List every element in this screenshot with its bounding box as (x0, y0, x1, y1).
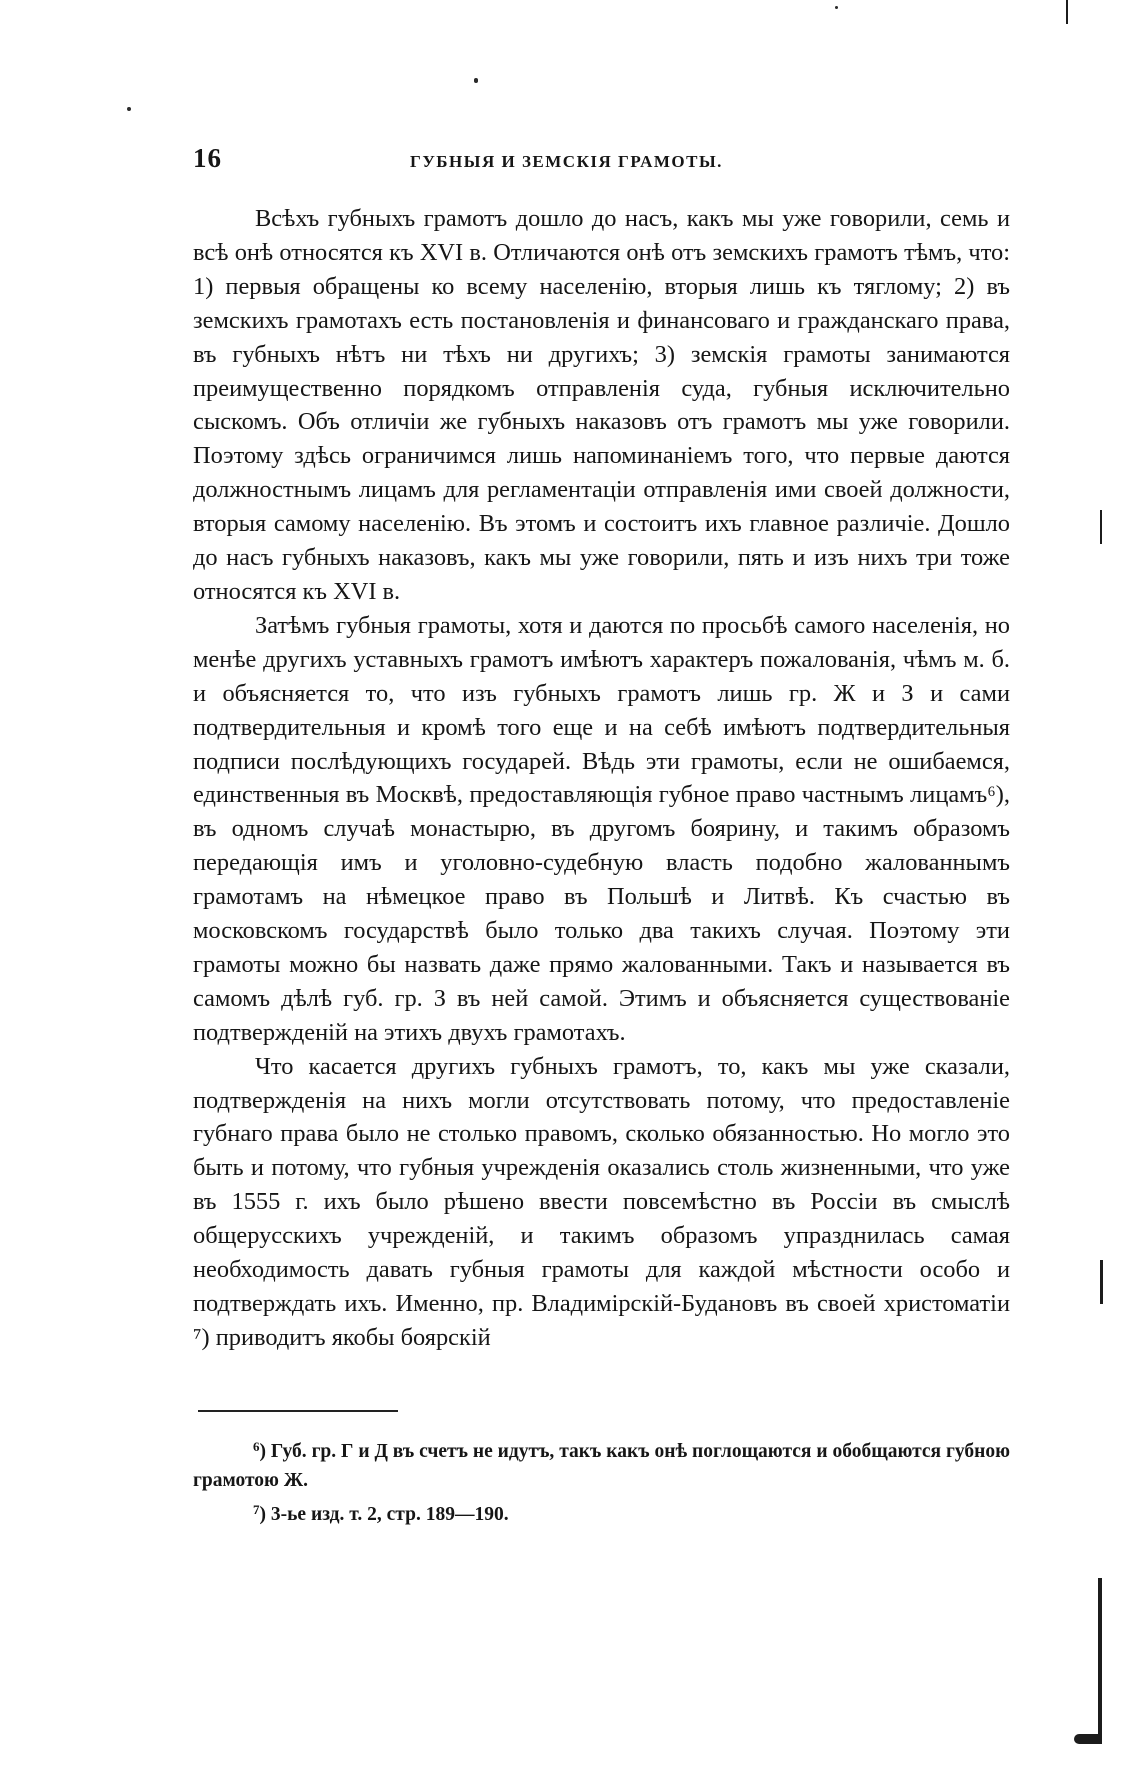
footnote-text: ) 3-ье изд. т. 2, стр. 189—190. (259, 1504, 509, 1525)
paragraph-2: Затѣмъ губныя грамоты, хотя и даются по просьбѣ самого населенія, но менѣе другихъ уставныхъ грамотъ имѣютъ характеръ пожалованія, чѣмъ м. б. и объясняется то, что изъ губныхъ грамотъ лишь гр. Ж и З и сами подтвердительныя и кромѣ того еще и на себѣ имѣютъ подтвердительныя подписи послѣдующихъ государей. Вѣдь эти грамоты, если не ошибаемся, единственныя въ Москвѣ, предоставляющія губное право частнымъ лицамъ⁶), въ одномъ случаѣ монастырю, въ другомъ боярину, и такимъ образомъ передающія имъ и уголовно-судебную власть подобно жалованнымъ грамотамъ на нѣмецкое право въ Польшѣ и Литвѣ. Къ счастью въ московскомъ государствѣ было только два такихъ случая. Поэтому эти грамоты можно бы назвать даже прямо жалованными. Такъ и называется въ самомъ дѣлѣ губ. гр. З въ ней самой. Этимъ и объясняется существованіе подтвержденій на этихъ двухъ грамотахъ. (193, 611, 1010, 1046)
footnote-separator (198, 1410, 398, 1412)
footnote-mark: 7 (253, 1502, 260, 1517)
paragraph-3: Что касается другихъ губныхъ грамотъ, то, какъ мы уже сказали, подтвержденія на нихъ могли отсутствовать потому, что предоставленіе губнаго права было не столько правомъ, сколько обязанностью. Но могло это быть и потому, что губныя учрежденія оказались столь жизненными, что уже въ 1555 г. ихъ было рѣшено ввести повсемѣстно въ Россіи въ смыслѣ общерусскихъ учрежденій, и такимъ образомъ упразднилась самая необходимость давать губныя грамоты для каждой мѣстности особо и подтверждать ихъ. Именно, пр. Владимірскій-Будановъ въ своей христоматіи ⁷) приводитъ якобы боярскій (193, 1052, 1010, 1351)
page-number: 16 (193, 143, 222, 173)
scan-edge-mark (1098, 1578, 1102, 1744)
scan-edge-mark (1100, 510, 1102, 544)
paragraph-1: Всѣхъ губныхъ грамотъ дошло до насъ, какъ мы уже говорили, семь и всѣ онѣ относятся къ XVI в. Отличаются онѣ отъ земскихъ грамотъ тѣмъ, что: 1) первыя обращены ко всему населенію, вторыя лишь къ тяглому; 2) въ земскихъ грамотахъ есть постановленія и финансоваго и гражданскаго права, въ губныхъ нѣтъ ни тѣхъ ни другихъ; 3) земскія грамоты занимаются преимущественно порядкомъ отправленія суда, губныя исключительно сыскомъ. Объ отличіи же губныхъ наказовъ отъ грамотъ мы уже говорили. Поэтому здѣсь ограничимся лишь напоминаніемъ того, что первые даются должностнымъ лицамъ для регламентаціи отправленія ими своей должности, вторыя самому населенію. Въ этомъ и состоитъ ихъ главное различіе. Дошло до насъ губныхъ наказовъ, какъ мы уже говорили, пять и изъ нихъ три тоже относятся къ XVI в. (193, 205, 1010, 605)
scan-speck (835, 6, 838, 9)
footnote-6 (193, 1432, 1010, 1495)
scan-edge-mark (1074, 1734, 1102, 1744)
main-text (193, 202, 1010, 1355)
footnotes (193, 1432, 1010, 1529)
scan-speck (127, 107, 131, 111)
scan-edge-mark (1100, 1260, 1103, 1304)
footnote-7 (193, 1495, 1010, 1529)
scan-edge-mark (1066, 0, 1068, 24)
footnote-text: ) Губ. гр. Г и Д въ счетъ не идутъ, такъ какъ онѣ поглощаются и обобщаются губною грамотою Ж. (193, 1441, 1010, 1491)
running-title: ГУБНЫЯ И ЗЕМСКІЯ ГРАМОТЫ. (410, 152, 723, 171)
footnote-mark: 6 (253, 1439, 260, 1454)
scan-speck (474, 78, 478, 83)
